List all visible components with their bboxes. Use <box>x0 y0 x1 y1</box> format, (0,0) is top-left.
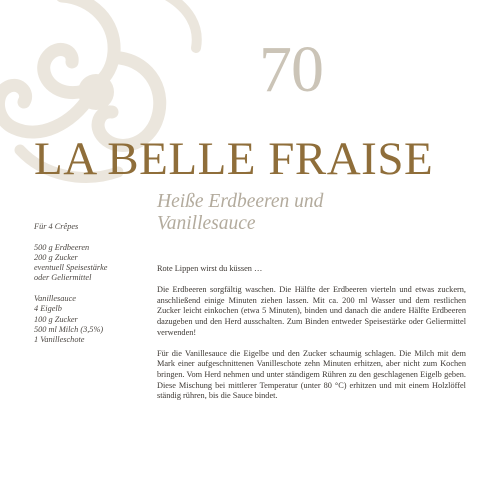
recipe-subtitle: Heiße Erdbeeren und Vanillesauce <box>157 191 324 234</box>
instruction-paragraph: Die Erdbeeren sorgfältig waschen. Die Hälfte der Erdbeeren vierteln und etwas zuckern, anschließend einige Minuten ziehen lassen. Mit ca. 200 ml Wasser und dem restlichen Zucker leicht einkochen (etwa 5 Minuten), binden und danach die andere Hälfte Erdbeeren dazugeben und den Herd ausschalten. Zum Binden entweder Speisestärke oder Geliermittel verwenden! <box>157 285 466 337</box>
ingredient-line: 200 g Zucker <box>34 252 78 262</box>
intro-paragraph: Rote Lippen wirst du küssen … <box>157 264 263 273</box>
instruction-paragraph: Für die Vanillesauce die Eigelbe und den Zucker schaumig schlagen. Die Milch mit dem Mark einer aufgeschnittenen Vanilleschote zehn Minuten erhitzen, aber nicht zum Kochen bringen. Vom Herd nehmen und unter ständigem Rühren zu den geschlagenen Eigelb geben. Diese Mischung bei mittlerer Temperatur (unter 80 °C) erhitzen und mit einem Holzlöffel ständig rühren, bis die Sauce bindet. <box>157 348 466 401</box>
ingredient-line: 500 g Erdbeeren <box>34 242 90 252</box>
center-disc <box>78 74 114 110</box>
recipe-instructions <box>157 264 466 412</box>
ingredient-line: oder Geliermittel <box>34 273 92 283</box>
ingredient-line: eventuell Speisestärke <box>34 263 108 273</box>
ingredient-line: 500 ml Milch (3,5%) <box>34 324 104 334</box>
ingredient-line: 100 g Zucker <box>34 314 78 324</box>
ingredient-line: Für 4 Crêpes <box>34 222 79 231</box>
ingredient-line: Vanillesauce <box>34 294 76 304</box>
ingredient-line: 1 Vanilleschote <box>34 335 85 345</box>
ingredients-list <box>34 222 152 346</box>
recipe-title: LA BELLE FRAISE <box>34 133 434 185</box>
ingredient-line: 4 Eigelb <box>34 304 62 314</box>
spiral-arm-top-right <box>168 0 197 48</box>
page-number: 70 <box>259 33 323 106</box>
